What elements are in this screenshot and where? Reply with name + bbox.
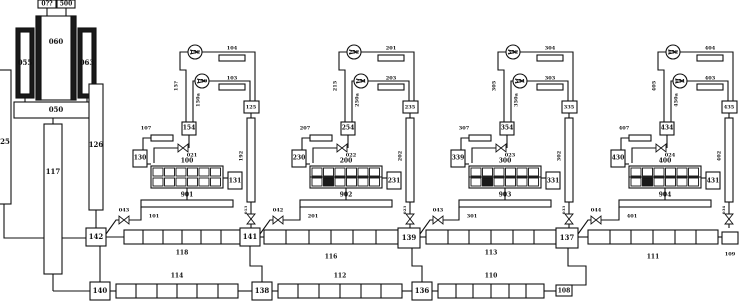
top-label-left: 0?? xyxy=(41,0,53,8)
middle-pipe-111: 111 xyxy=(646,253,660,261)
tall-top-label: 435 xyxy=(723,104,735,111)
bottom-valve[interactable] xyxy=(565,214,573,224)
bottom-pipe-114: 114 xyxy=(170,272,184,280)
middle-node-142: 142 xyxy=(88,232,104,241)
flow-meter-top xyxy=(219,55,245,61)
flow-meter-top xyxy=(537,55,563,61)
left-edge-label: 25 xyxy=(0,137,10,146)
valve-label: 022 xyxy=(345,152,357,159)
grid-label: 400 xyxy=(658,157,672,165)
riser-label: 126 xyxy=(88,140,104,149)
vertical-label-a: 405 xyxy=(651,80,658,92)
flow-meter-top xyxy=(697,55,723,61)
left-box-label: 430 xyxy=(611,154,625,162)
feed-valve-label: 044 xyxy=(590,207,602,214)
feed-valve[interactable] xyxy=(433,216,443,224)
line-label: 301 xyxy=(466,213,478,220)
bottom-valve[interactable] xyxy=(247,214,255,224)
middle-pipe-113: 113 xyxy=(484,249,498,257)
heater-label: 902 xyxy=(339,191,353,199)
heater-label: 904 xyxy=(658,191,672,199)
small-pipe-label: 207 xyxy=(299,125,311,132)
small-pipe-label: 107 xyxy=(140,125,152,132)
heater-bar xyxy=(141,200,233,207)
flow-meter-mid xyxy=(378,84,404,90)
tall-top-label: 335 xyxy=(563,104,575,111)
box-label: 354 xyxy=(500,124,514,132)
control-valve[interactable] xyxy=(656,144,666,152)
control-valve[interactable] xyxy=(178,144,188,152)
bottom-valve-label: 034 xyxy=(721,205,726,215)
bottom-node-140: 140 xyxy=(92,286,108,295)
tall-vessel xyxy=(406,118,414,202)
left-box-label: 130 xyxy=(133,154,147,162)
feed-valve[interactable] xyxy=(591,216,601,224)
tall-vessel-label: 302 xyxy=(556,150,563,162)
flow-mid-label: 303 xyxy=(544,75,556,82)
vertical-label-a: 305 xyxy=(491,80,498,92)
tall-vessel-label: 402 xyxy=(716,150,723,162)
middle-node-109: 109 xyxy=(724,251,736,258)
feed-valve[interactable] xyxy=(119,216,129,224)
feed-valve-label: 043 xyxy=(118,207,130,214)
flow-mid-label: 403 xyxy=(704,75,716,82)
pump-mid-label: 251 xyxy=(355,78,367,85)
tall-vessel-label: 202 xyxy=(397,150,404,162)
pump-top-label: 252 xyxy=(348,49,360,56)
grid-label: 300 xyxy=(498,157,512,165)
process-units xyxy=(106,45,737,234)
vertical-label-b: 350a xyxy=(513,93,520,107)
line-label: 101 xyxy=(148,213,160,220)
middle-pipe-116: 116 xyxy=(324,253,338,261)
control-valve[interactable] xyxy=(337,144,347,152)
flow-top-label: 104 xyxy=(226,45,238,52)
heater-bar xyxy=(619,200,711,207)
flow-meter-mid xyxy=(697,84,723,90)
bottom-valve-label: 033 xyxy=(561,205,566,215)
reactor-grid xyxy=(310,166,382,188)
tall-vessel-label: 192 xyxy=(238,150,245,162)
middle-node-139: 139 xyxy=(401,233,417,242)
process-unit-4 xyxy=(611,45,737,228)
tall-top-label: 125 xyxy=(245,104,257,111)
heater-label: 901 xyxy=(180,191,194,199)
heater-bar xyxy=(300,200,392,207)
bottom-row xyxy=(53,246,586,300)
flow-top-label: 304 xyxy=(544,45,556,52)
pump-mid-label: 451 xyxy=(674,78,686,85)
bottom-pipe-112: 112 xyxy=(333,272,347,280)
column-left-label: 055 xyxy=(17,58,33,67)
pump-top-label: 452 xyxy=(667,49,679,56)
right-box-label: 431 xyxy=(706,177,720,185)
tower-label: 117 xyxy=(45,167,61,176)
valve-label: 021 xyxy=(186,152,198,159)
bottom-node-136: 136 xyxy=(414,286,430,295)
tall-vessel xyxy=(247,118,255,202)
flow-meter-mid xyxy=(219,84,245,90)
line-label: 201 xyxy=(307,213,319,220)
bottom-node-138: 138 xyxy=(254,286,270,295)
middle-node-137: 137 xyxy=(559,233,575,242)
tall-top-label: 235 xyxy=(404,104,416,111)
feed-valve-label: 042 xyxy=(272,207,284,214)
pump-top-label: 152 xyxy=(189,49,201,56)
bottom-pipe-110: 110 xyxy=(484,272,498,280)
vertical-label-b: 150a xyxy=(195,93,202,107)
box-label: 434 xyxy=(660,124,674,132)
process-unit-2 xyxy=(292,45,418,228)
valve-label: 024 xyxy=(664,152,676,159)
feed-valve[interactable] xyxy=(273,216,283,224)
vertical-label-b: 250a xyxy=(354,93,361,107)
small-pipe-label: 407 xyxy=(618,125,630,132)
tall-vessel xyxy=(725,118,733,202)
feed-valve-label: 043 xyxy=(432,207,444,214)
heater-label: 903 xyxy=(498,191,512,199)
right-box-label: 331 xyxy=(546,177,560,185)
flow-mid-label: 203 xyxy=(385,75,397,82)
tall-vessel xyxy=(565,118,573,202)
process-unit-1 xyxy=(133,45,259,228)
bottom-node-108: 108 xyxy=(557,287,571,295)
flow-mid-label: 103 xyxy=(226,75,238,82)
header-label: 050 xyxy=(48,105,64,114)
column-right-label: 063 xyxy=(79,58,95,67)
right-box-label: 131 xyxy=(228,177,242,185)
vertical-label-a: 15? xyxy=(173,81,180,91)
box-label: 254 xyxy=(341,124,355,132)
right-box-label: 231 xyxy=(387,177,401,185)
small-pipe-label: 307 xyxy=(458,125,470,132)
process-unit-3 xyxy=(451,45,577,228)
pump-mid-label: 150 xyxy=(196,78,208,85)
pump-mid-label: 351 xyxy=(514,78,526,85)
vertical-label-b: 450a xyxy=(673,93,680,107)
left-box-label: 339 xyxy=(451,154,465,162)
flow-meter-top xyxy=(378,55,404,61)
pump-top-label: 352 xyxy=(507,49,519,56)
bottom-valve[interactable] xyxy=(406,214,414,224)
control-valve[interactable] xyxy=(496,144,506,152)
top-label-right: 500 xyxy=(59,0,73,8)
grid-label: 200 xyxy=(339,157,353,165)
bottom-valve-label: 023 xyxy=(402,205,407,215)
middle-node-141: 141 xyxy=(242,232,258,241)
flow-top-label: 201 xyxy=(385,45,397,52)
vertical-label-a: 215 xyxy=(332,80,339,92)
column-main-label: 060 xyxy=(48,37,64,46)
reactor-grid xyxy=(629,166,701,188)
bottom-valve-label: 013 xyxy=(243,205,248,215)
middle-pipe-118: 118 xyxy=(175,249,189,257)
heater-bar xyxy=(459,200,551,207)
reactor-grid xyxy=(469,166,541,188)
left-box-label: 230 xyxy=(292,154,306,162)
bottom-valve[interactable] xyxy=(725,214,733,224)
line-label: 401 xyxy=(626,213,638,220)
flow-top-label: 404 xyxy=(704,45,716,52)
valve-label: 023 xyxy=(504,152,516,159)
flow-meter-mid xyxy=(537,84,563,90)
box-label: 154 xyxy=(182,124,196,132)
grid-label: 100 xyxy=(180,157,194,165)
reactor-grid xyxy=(151,166,223,188)
